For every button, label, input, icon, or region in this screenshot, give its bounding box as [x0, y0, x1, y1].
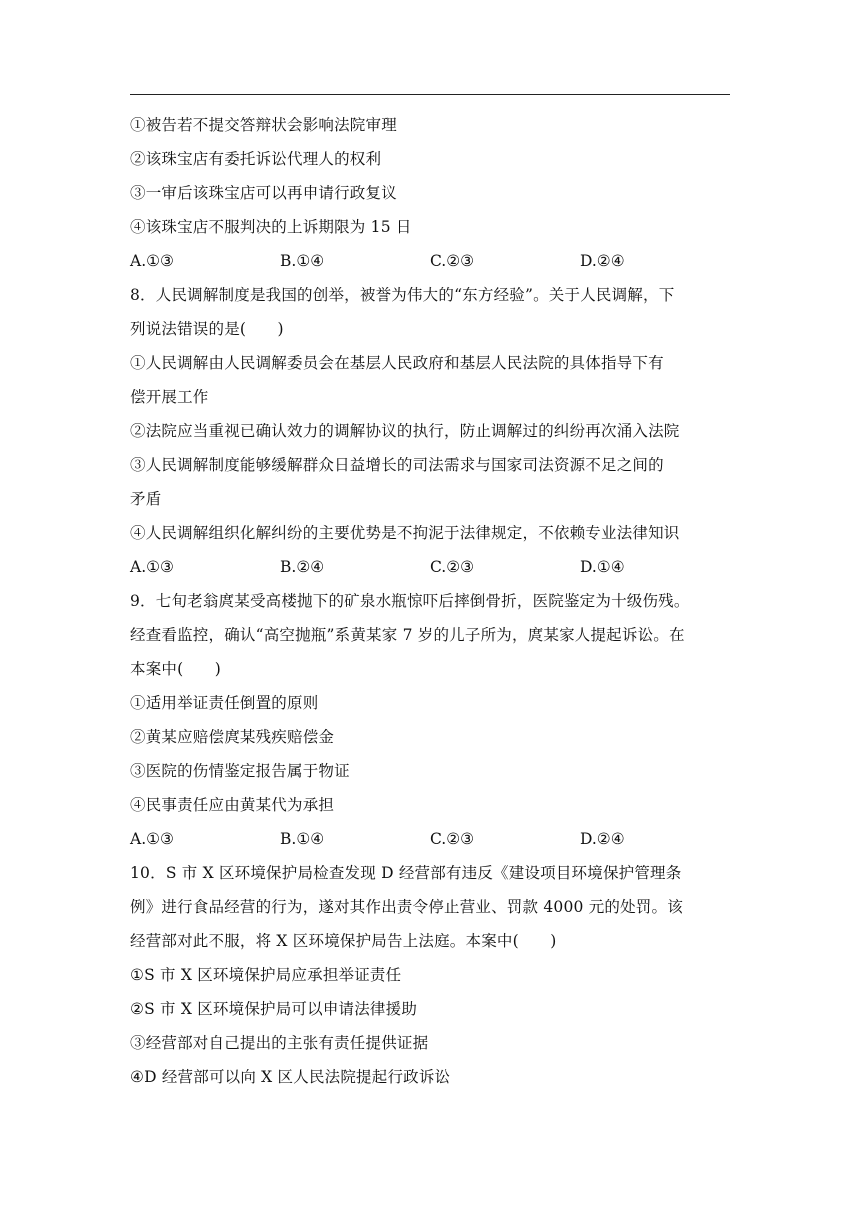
q10-stem-line-2: 例》进行食品经营的行为，遂对其作出责令停止营业、罚款 4000 元的处罚。该 — [130, 898, 683, 916]
q10-statement-2: ②S 市 X 区环境保护局可以申请法律援助 — [130, 1000, 418, 1018]
q9-statement-2: ②黄某应赔偿庹某残疾赔偿金 — [130, 728, 335, 746]
q8-option-b[interactable]: B.②④ — [280, 558, 325, 576]
q7-statement-2: ②该珠宝店有委托诉讼代理人的权利 — [130, 150, 382, 168]
q7-option-d[interactable]: D.②④ — [580, 252, 625, 270]
q7-statement-1: ①被告若不提交答辩状会影响法院审理 — [130, 116, 397, 134]
question-content — [130, 108, 734, 1094]
q9-option-a[interactable]: A.①③ — [130, 830, 174, 848]
q8-stem-line-2: 列说法错误的是( ) — [130, 320, 284, 338]
q8-statement-line-3: ②法院应当重视已确认效力的调解协议的执行，防止调解过的纠纷再次涌入法院 — [130, 422, 680, 440]
q8-stem-line-1: 8．人民调解制度是我国的创举，被誉为伟大的“东方经验”。关于人民调解，下 — [130, 286, 675, 304]
q9-option-c[interactable]: C.②③ — [430, 830, 475, 848]
q7-statement-4: ④该珠宝店不服判决的上诉期限为 15 日 — [130, 218, 412, 236]
q8-options — [130, 550, 734, 584]
q7-statement-3: ③一审后该珠宝店可以再申请行政复议 — [130, 184, 397, 202]
q7-option-c[interactable]: C.②③ — [430, 252, 475, 270]
question-10 — [130, 856, 734, 1094]
q10-statement-1: ①S 市 X 区环境保护局应承担举证责任 — [130, 966, 402, 984]
question-9 — [130, 584, 734, 856]
q8-statement-line-1: ①人民调解由人民调解委员会在基层人民政府和基层人民法院的具体指导下有 — [130, 354, 664, 372]
q8-option-c[interactable]: C.②③ — [430, 558, 475, 576]
q9-stem-line-2: 经查看监控，确认“高空抛瓶”系黄某家 7 岁的儿子所为，庹某家人提起诉讼。在 — [130, 626, 685, 644]
q10-stem-line-1: 10．S 市 X 区环境保护局检查发现 D 经营部有违反《建设项目环境保护管理条 — [130, 864, 682, 882]
q8-statement-line-4: ③人民调解制度能够缓解群众日益增长的司法需求与国家司法资源不足之间的 — [130, 456, 664, 474]
q9-statement-4: ④民事责任应由黄某代为承担 — [130, 796, 335, 814]
q10-statement-3: ③经营部对自己提出的主张有责任提供证据 — [130, 1034, 429, 1052]
q9-statement-1: ①适用举证责任倒置的原则 — [130, 694, 319, 712]
q8-statement-line-6: ④人民调解组织化解纠纷的主要优势是不拘泥于法律规定，不依赖专业法律知识 — [130, 524, 680, 542]
q9-option-b[interactable]: B.①④ — [280, 830, 325, 848]
q9-options — [130, 822, 734, 856]
q8-statement-line-2: 偿开展工作 — [130, 388, 209, 406]
question-7 — [130, 108, 734, 278]
q8-option-d[interactable]: D.①④ — [580, 558, 625, 576]
q7-option-a[interactable]: A.①③ — [130, 252, 174, 270]
header-rule — [130, 94, 730, 95]
q9-stem-line-3: 本案中( ) — [130, 660, 221, 678]
q10-stem-line-3: 经营部对此不服，将 X 区环境保护局告上法庭。本案中( ) — [130, 932, 557, 950]
q8-option-a[interactable]: A.①③ — [130, 558, 174, 576]
q8-statement-line-5: 矛盾 — [130, 490, 162, 508]
q9-option-d[interactable]: D.②④ — [580, 830, 625, 848]
q7-option-b[interactable]: B.①④ — [280, 252, 325, 270]
question-8 — [130, 278, 734, 584]
q9-stem-line-1: 9．七旬老翁庹某受高楼抛下的矿泉水瓶惊吓后摔倒骨折，医院鉴定为十级伤残。 — [130, 592, 690, 610]
q9-statement-3: ③医院的伤情鉴定报告属于物证 — [130, 762, 350, 780]
q10-statement-4: ④D 经营部可以向 X 区人民法院提起行政诉讼 — [130, 1068, 451, 1086]
q7-options — [130, 244, 734, 278]
